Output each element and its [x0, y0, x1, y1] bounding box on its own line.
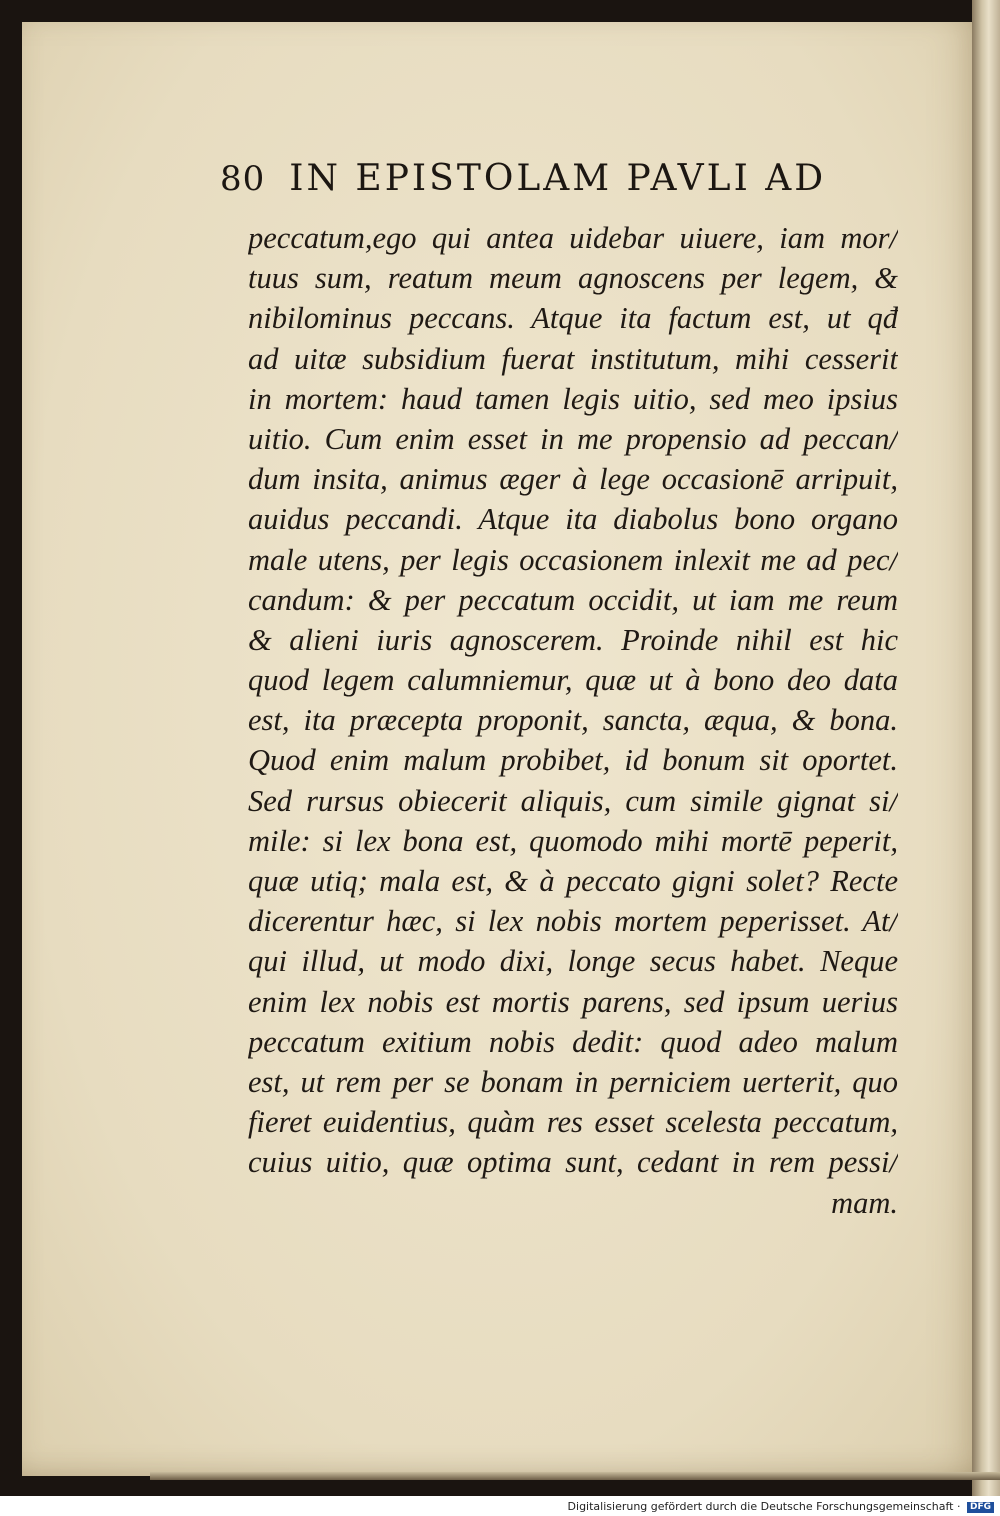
body-text [248, 218, 898, 1223]
text-line: quæ utiq; mala est, & à peccato gigni solet? Recte [248, 864, 898, 898]
running-title: IN EPISTOLAM PAVLI AD [289, 158, 827, 199]
text-line: mile: si lex bona est, quomodo mihi mortē peperit, [248, 823, 898, 858]
dfg-logo-icon: DFG [967, 1502, 994, 1513]
text-line: dum insita, animus æger à lege occasionē arripuit, [248, 462, 898, 497]
folio-number: 80 [220, 159, 266, 199]
text-line: fieret euidentius, quàm res esset scelesta peccatum, [248, 1105, 898, 1140]
text-line: auidus peccandi. Atque ita diabolus bono organo [248, 502, 898, 537]
text-line: enim lex nobis est mortis parens, sed ipsum uerius [248, 984, 898, 1019]
text-line: ad uitæ subsidium fuerat institutum, mihi cesserit [248, 341, 898, 376]
text-line-catchword: mam. [831, 1185, 898, 1220]
text-line: Quod enim malum probibet, id bonum sit oportet. [248, 743, 898, 778]
credit-separator: · [953, 1500, 964, 1513]
text-line: uitio. Cum enim esset in me propensio ad peccan/ [248, 421, 898, 456]
text-line: in mortem: haud tamen legis uitio, sed meo ipsius [248, 381, 898, 416]
text-line: dicerentur hæc, si lex nobis mortem peperisset. At/ [248, 904, 898, 939]
text-line: peccatum exitium nobis dedit: quod adeo malum [248, 1024, 898, 1059]
credit-text: Digitalisierung gefördert durch die Deutsche Forschungsgemeinschaft [567, 1500, 954, 1513]
text-line: nibilominus peccans. Atque ita factum est, ut qđ [248, 301, 898, 336]
digitization-credit [0, 1497, 994, 1516]
page-edge-bottom [150, 1472, 1000, 1480]
text-line: tuus sum, reatum meum agnoscens per legem, & [248, 261, 898, 296]
page-edge-right [972, 0, 1000, 1496]
text-line: Sed rursus obiecerit aliquis, cum simile gignat si/ [248, 783, 898, 818]
text-line: est, ita præcepta proponit, sancta, æqua, & bona. [248, 703, 898, 738]
text-line: qui illud, ut modo dixi, longe secus habet. Neque [248, 944, 898, 979]
text-line: candum: & per peccatum occidit, ut iam me reum [248, 582, 898, 617]
text-line: & alieni iuris agnoscerem. Proinde nihil est hic [248, 622, 898, 657]
text-line: peccatum,ego qui antea uidebar uiuere, iam mor/ [248, 221, 898, 255]
text-line: male utens, per legis occasionem inlexit me ad pec/ [248, 542, 898, 577]
text-line: est, ut rem per se bonam in perniciem uerterit, quo [248, 1064, 898, 1099]
text-line: quod legem calumniemur, quæ ut à bono deo data [248, 663, 898, 698]
running-header [220, 158, 900, 199]
text-line: cuius uitio, quæ optima sunt, cedant in rem pessi/ [248, 1145, 898, 1180]
